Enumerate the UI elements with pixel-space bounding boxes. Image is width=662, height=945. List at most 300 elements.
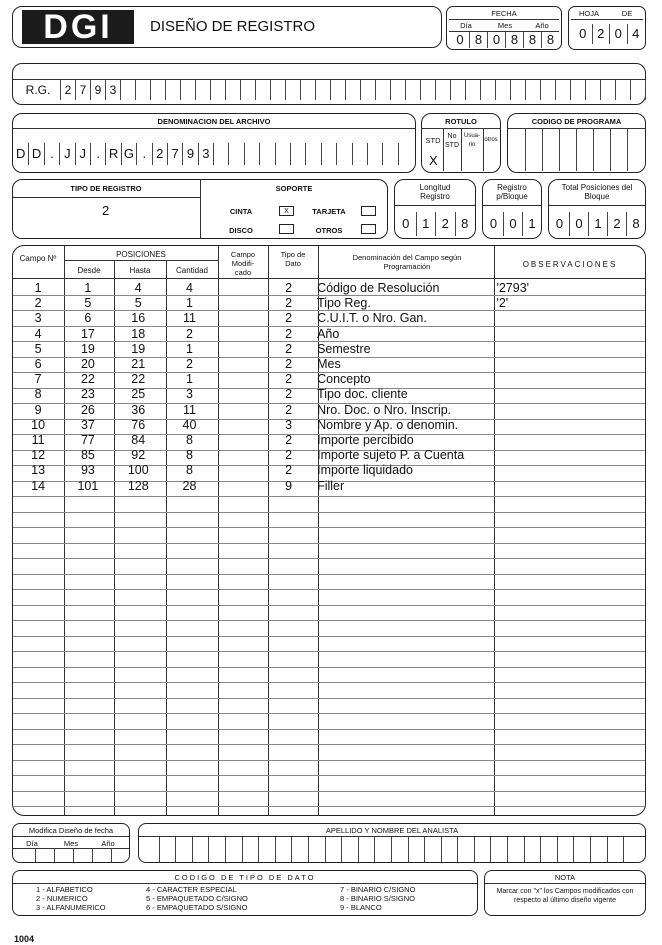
cell-tipo: 2	[285, 281, 293, 296]
cell-campo: 11	[31, 432, 45, 447]
rg-cell	[180, 80, 195, 100]
modifica-line	[13, 836, 129, 837]
cell-desde: 20	[80, 357, 95, 372]
analista-cell	[408, 837, 425, 862]
modifica-cell	[54, 849, 73, 862]
cell-denominacion: Mes	[317, 357, 341, 372]
programa-cell	[610, 129, 627, 171]
cell-campo: 14	[31, 478, 46, 493]
modifica-cell	[92, 849, 111, 862]
hoja-label: HOJA	[578, 9, 599, 18]
hoja-divider	[571, 19, 643, 20]
table-rule	[13, 636, 645, 637]
cell-cantidad: 1	[186, 372, 193, 387]
analista-cell	[540, 837, 557, 862]
modifica-cell	[73, 849, 92, 862]
archivo-line	[13, 128, 415, 129]
cell-hasta: 21	[131, 357, 146, 372]
table-rule	[13, 760, 645, 761]
fecha-digit: 8	[505, 32, 523, 48]
archivo-char	[336, 143, 351, 165]
rg-cell	[465, 80, 480, 100]
col-cantidad: Cantidad	[175, 266, 209, 275]
table-rule	[13, 527, 645, 528]
fields-rows	[13, 281, 645, 494]
cell-denominacion: Año	[317, 326, 340, 341]
archivo-char	[352, 143, 367, 165]
cell-tipo: 2	[285, 432, 293, 447]
table-rule	[13, 713, 645, 714]
table-row	[13, 357, 645, 372]
rotulo-sep-3	[483, 129, 484, 171]
rg-cell	[150, 80, 165, 100]
table-rule	[13, 698, 645, 699]
cell-cantidad: 11	[183, 311, 196, 326]
cell-desde: 17	[80, 326, 95, 341]
nota-line	[485, 883, 645, 884]
codigo-item: 7 - BINARIO C/SIGNO	[340, 885, 416, 894]
nota-text: Marcar con "x" los Campos modificados con respecto al último diseño vigente	[496, 888, 634, 904]
cell-modificado	[215, 342, 264, 357]
archivo-char	[321, 143, 336, 165]
analista-cell	[358, 837, 375, 862]
cell-modificado	[215, 296, 264, 311]
analista-cell	[623, 837, 640, 862]
fecha-dia-label: Día	[460, 21, 472, 30]
cell-denominacion: Tipo Reg.	[317, 296, 371, 311]
cell-obs	[492, 448, 645, 463]
cell-desde: 37	[80, 417, 95, 432]
cell-modificado	[215, 433, 264, 448]
codigo-item: 4 - CARACTER ESPECIAL	[146, 885, 237, 894]
modifica-dia: Día	[26, 839, 38, 848]
analista-cell	[325, 837, 342, 862]
cell-cantidad: 28	[182, 478, 197, 493]
cell-obs	[492, 387, 645, 402]
programa-cell	[525, 129, 542, 171]
cell-obs	[492, 478, 645, 493]
analista-cell	[557, 837, 574, 862]
archivo-char: R	[105, 143, 120, 165]
disco-checkbox[interactable]	[279, 224, 294, 234]
nota-label: NOTA	[554, 873, 576, 882]
cell-tipo: 2	[285, 341, 293, 356]
cell-denominacion: C.U.I.T. o Nro. Gan.	[317, 311, 427, 326]
archivo-char	[367, 143, 382, 165]
cell-hasta: 18	[131, 326, 146, 341]
programa-cell	[576, 129, 593, 171]
cell-obs	[492, 433, 645, 448]
rg-cell	[450, 80, 465, 100]
total-posiciones-digit: 1	[588, 212, 607, 236]
cell-cantidad: 8	[186, 448, 193, 463]
table-row	[13, 418, 645, 433]
posiciones-underline	[64, 260, 218, 261]
hoja-digit: 0	[609, 24, 627, 44]
registro-bloque-label: Registro p/Bloque	[496, 183, 528, 201]
archivo-char	[290, 143, 305, 165]
analista-cell	[275, 837, 292, 862]
modifica-anio: Año	[101, 839, 115, 848]
codigo-item: 3 - ALFANUMERICO	[36, 903, 106, 912]
cell-cantidad: 2	[186, 326, 193, 341]
soporte-cinta: CINTA	[229, 207, 253, 216]
soporte-otros: OTROS	[315, 226, 343, 235]
table-rule	[13, 558, 645, 559]
cell-modificado	[215, 403, 264, 418]
rg-cell: 3	[105, 80, 120, 100]
analista-cell	[490, 837, 507, 862]
archivo-char: .	[44, 143, 59, 165]
table-rule	[13, 543, 645, 544]
rotulo-mark: X	[429, 153, 438, 168]
cell-tipo: 2	[285, 387, 293, 402]
archivo-char: 9	[182, 143, 197, 165]
archivo-char	[259, 143, 274, 165]
rg-cell	[120, 80, 135, 100]
analista-cell	[590, 837, 607, 862]
rotulo-sep-1	[443, 129, 444, 171]
total-posiciones-digit: 0	[569, 212, 588, 236]
analista-cell	[142, 837, 159, 862]
cell-desde: 93	[80, 463, 95, 478]
table-rule	[13, 512, 645, 513]
cell-desde: 26	[80, 402, 95, 417]
rotulo-label: ROTULO	[445, 117, 477, 126]
table-rule	[13, 620, 645, 621]
programa-cell	[542, 129, 559, 171]
analista-cell	[507, 837, 524, 862]
table-rule	[13, 651, 645, 652]
col-denominacion: Denominación del Campo según Programación	[352, 253, 462, 271]
col-tipo: Tipo de Dato	[280, 250, 306, 268]
cell-denominacion: Nombre y Ap. o denomin.	[317, 417, 459, 432]
rotulo-no-std: No STD	[445, 133, 459, 149]
archivo-char	[228, 143, 243, 165]
analista-cell	[524, 837, 541, 862]
codigo-item: 6 - EMPAQUETADO S/SIGNO	[146, 903, 248, 912]
cell-modificado	[215, 448, 264, 463]
cell-tipo: 3	[285, 417, 293, 432]
total-posiciones-digit: 0	[555, 216, 564, 231]
codigo-item: 5 - EMPAQUETADO C/SIGNO	[146, 894, 248, 903]
rg-cell: 9	[90, 80, 105, 100]
analista-cell	[159, 837, 176, 862]
cell-tipo: 2	[285, 296, 293, 311]
cell-cantidad: 11	[183, 402, 196, 417]
codigo-item: 2 - NUMERICO	[36, 894, 88, 903]
cell-hasta: 4	[134, 281, 142, 296]
archivo-label: DENOMINACION DEL ARCHIVO	[157, 117, 271, 126]
modifica-cell	[35, 849, 54, 862]
rg-cell	[330, 80, 345, 100]
cell-campo: 9	[34, 402, 42, 417]
rg-cells	[16, 80, 660, 100]
cell-hasta: 92	[131, 448, 146, 463]
archivo-char: .	[90, 143, 105, 165]
table-row	[13, 311, 645, 326]
soporte-disco: DISCO	[229, 226, 253, 235]
longitud-digits	[396, 212, 474, 236]
cell-tipo: 2	[285, 448, 293, 463]
analista-cell	[258, 837, 275, 862]
rg-cell	[510, 80, 525, 100]
cell-hasta: 128	[127, 478, 149, 493]
rg-cell	[315, 80, 330, 100]
total-posiciones-line	[549, 205, 645, 206]
table-rule	[13, 729, 645, 730]
modifica-cells	[16, 849, 130, 862]
analista-cell	[291, 837, 308, 862]
col-modificado: Campo Modifi- cado	[230, 250, 256, 277]
cell-modificado	[215, 478, 264, 493]
cell-modificado	[215, 463, 264, 478]
archivo-char: 7	[167, 143, 182, 165]
table-rule	[13, 791, 645, 792]
rg-cell	[495, 80, 510, 100]
hoja-digit: 0	[579, 26, 587, 41]
hoja-digit: 2	[592, 24, 610, 44]
total-posiciones-digit: 2	[607, 212, 626, 236]
de-label: DE	[621, 9, 633, 18]
table-rule	[13, 589, 645, 590]
rg-cell	[585, 80, 600, 100]
cinta-checkbox[interactable]: X	[279, 206, 294, 216]
rg-cell	[390, 80, 405, 100]
longitud-digit: 1	[416, 212, 436, 236]
archivo-char	[275, 143, 290, 165]
table-rule	[13, 605, 645, 606]
table-row	[13, 433, 645, 448]
cell-hasta: 25	[131, 387, 146, 402]
cell-campo: 5	[34, 341, 42, 356]
fecha-divider	[449, 19, 559, 20]
cell-obs	[492, 403, 645, 418]
tipo-registro-label: TIPO DE REGISTRO	[70, 184, 142, 193]
hoja-digit: 4	[627, 24, 645, 44]
analista-cell	[573, 837, 590, 862]
rg-cell	[135, 80, 150, 100]
tipo-registro-value: 2	[102, 203, 110, 218]
cell-desde: 5	[84, 296, 92, 311]
cell-desde: 77	[80, 432, 95, 447]
cell-hasta: 5	[134, 296, 142, 311]
archivo-char: J	[59, 143, 74, 165]
archivo-char	[382, 143, 397, 165]
modifica-label: Modifica Diseño de fecha	[28, 826, 114, 835]
cell-denominacion: Código de Resolución	[317, 281, 440, 296]
rotulo-otros: otros	[484, 137, 498, 143]
table-row	[13, 281, 645, 296]
cell-modificado	[215, 418, 264, 433]
table-rule	[13, 667, 645, 668]
analista-cell	[225, 837, 242, 862]
cell-campo: 3	[34, 311, 42, 326]
table-row	[13, 296, 645, 311]
cell-tipo: 2	[285, 357, 293, 372]
col-observaciones: OBSERVACIONES	[522, 260, 618, 269]
fecha-digit: 8	[469, 32, 487, 48]
modifica-cell	[111, 849, 130, 862]
cell-campo: 12	[31, 448, 46, 463]
otros-checkbox[interactable]	[361, 224, 376, 234]
codigo-col-1	[36, 885, 106, 912]
archivo-char: 3	[198, 143, 213, 165]
table-row	[13, 372, 645, 387]
rg-cell	[525, 80, 540, 100]
codigo-col-2	[146, 885, 248, 912]
col-posiciones: POSICIONES	[116, 250, 166, 259]
cell-desde: 6	[84, 311, 92, 326]
codigo-col-3	[340, 885, 415, 912]
programa-cell	[627, 129, 644, 171]
fecha-label: FECHA	[491, 9, 517, 18]
analista-label: APELLIDO Y NOMBRE DEL ANALISTA	[325, 826, 459, 835]
archivo-char	[398, 143, 413, 165]
fecha-digit: 8	[541, 32, 559, 48]
cell-modificado	[215, 387, 264, 402]
cell-cantidad: 8	[186, 463, 193, 478]
cell-tipo: 9	[285, 478, 293, 493]
cell-tipo: 2	[285, 372, 293, 387]
table-rule	[13, 775, 645, 776]
cell-campo: 6	[34, 357, 42, 372]
table-header-line	[13, 278, 645, 279]
cell-denominacion: Importe liquidado	[317, 463, 413, 478]
cell-modificado	[215, 357, 264, 372]
cell-hasta: 100	[127, 463, 149, 478]
cell-obs	[492, 327, 645, 342]
rg-cell	[645, 80, 660, 100]
cell-cantidad: 1	[186, 296, 193, 311]
cell-tipo: 2	[285, 402, 293, 417]
fecha-anio-label: Año	[535, 21, 549, 30]
total-posiciones-digits	[550, 212, 645, 236]
codigo-item: 1 - ALFABETICO	[36, 885, 93, 894]
cell-modificado	[215, 311, 264, 326]
cell-tipo: 2	[285, 311, 293, 326]
table-row	[13, 463, 645, 478]
cell-modificado	[215, 372, 264, 387]
table-row	[13, 327, 645, 342]
analista-cell	[391, 837, 408, 862]
cell-desde: 1	[84, 281, 92, 296]
rotulo-sep-2	[461, 129, 462, 171]
table-row	[13, 403, 645, 418]
cell-obs: '2793'	[496, 281, 530, 296]
cell-obs	[492, 342, 645, 357]
analista-cell	[424, 837, 441, 862]
analista-cell	[474, 837, 491, 862]
col-campo: Campo Nº	[19, 254, 57, 263]
table-row	[13, 478, 645, 493]
rg-cell	[255, 80, 270, 100]
archivo-char	[213, 143, 228, 165]
rg-cell	[345, 80, 360, 100]
rg-cell	[615, 80, 630, 100]
rg-cell	[300, 80, 315, 100]
analista-cell	[607, 837, 624, 862]
rg-cell	[570, 80, 585, 100]
archivo-char: .	[136, 143, 151, 165]
rg-cell	[480, 80, 495, 100]
cell-cantidad: 2	[186, 357, 193, 372]
cell-cantidad: 40	[182, 417, 197, 432]
rg-cell	[435, 80, 450, 100]
cell-tipo: 2	[285, 463, 293, 478]
analista-cell	[441, 837, 458, 862]
programa-cell	[508, 129, 525, 171]
programa-cell	[559, 129, 576, 171]
cell-tipo: 2	[285, 326, 293, 341]
total-posiciones-label: Total Posiciones del Bloque	[561, 183, 633, 201]
analista-cell	[308, 837, 325, 862]
tipo-registro-line	[13, 197, 200, 198]
cell-denominacion: Nro. Doc. o Nro. Inscrip.	[317, 402, 452, 417]
rg-cell	[420, 80, 435, 100]
cell-modificado	[215, 281, 264, 296]
cell-obs	[492, 357, 645, 372]
total-posiciones-digit: 8	[626, 212, 645, 236]
footer-code: 1004	[14, 934, 35, 944]
analista-cell	[208, 837, 225, 862]
rg-cell	[540, 80, 555, 100]
cell-hasta: 19	[131, 341, 146, 356]
archivo-char	[305, 143, 320, 165]
rg-cell	[555, 80, 570, 100]
rg-cell	[360, 80, 375, 100]
rg-cell	[405, 80, 420, 100]
rotulo-std: STD	[425, 136, 441, 145]
analista-cell	[242, 837, 259, 862]
cell-denominacion: Concepto	[317, 372, 371, 387]
cell-denominacion: Tipo doc. cliente	[317, 387, 408, 402]
rg-cell: R.G.	[25, 83, 51, 97]
fecha-mes-label: Mes	[497, 21, 513, 30]
codigo-tipo-label: CODIGO DE TIPO DE DATO	[174, 873, 316, 882]
archivo-char: J	[75, 143, 90, 165]
cell-obs: '2'	[496, 296, 509, 311]
table-rule	[13, 574, 645, 575]
registro-bloque-digits	[484, 212, 541, 236]
cell-campo: 1	[34, 281, 42, 296]
codigo-item: 9 - BLANCO	[340, 903, 382, 912]
cell-desde: 85	[80, 448, 95, 463]
cell-denominacion: Importe sujeto P. a Cuenta	[317, 448, 465, 463]
rg-cell	[240, 80, 255, 100]
analista-cell	[341, 837, 358, 862]
table-row	[13, 448, 645, 463]
cell-obs	[492, 372, 645, 387]
rotulo-usuario: Usua- rio	[463, 133, 480, 148]
cell-modificado	[215, 327, 264, 342]
rg-cell	[600, 80, 615, 100]
registro-bloque-digit: 1	[522, 212, 541, 236]
cell-hasta: 76	[131, 417, 146, 432]
analista-cell	[192, 837, 209, 862]
cell-campo: 8	[34, 387, 42, 402]
tarjeta-checkbox[interactable]	[361, 206, 376, 216]
longitud-digit: 8	[455, 212, 475, 236]
rg-cell	[630, 80, 645, 100]
cell-hasta: 36	[131, 402, 146, 417]
longitud-label: Longitud Registro	[419, 183, 451, 201]
table-rule	[13, 806, 645, 807]
fecha-digit: 8	[523, 32, 541, 48]
cell-desde: 101	[77, 478, 99, 493]
cell-campo: 2	[34, 296, 42, 311]
longitud-digit: 2	[435, 212, 455, 236]
